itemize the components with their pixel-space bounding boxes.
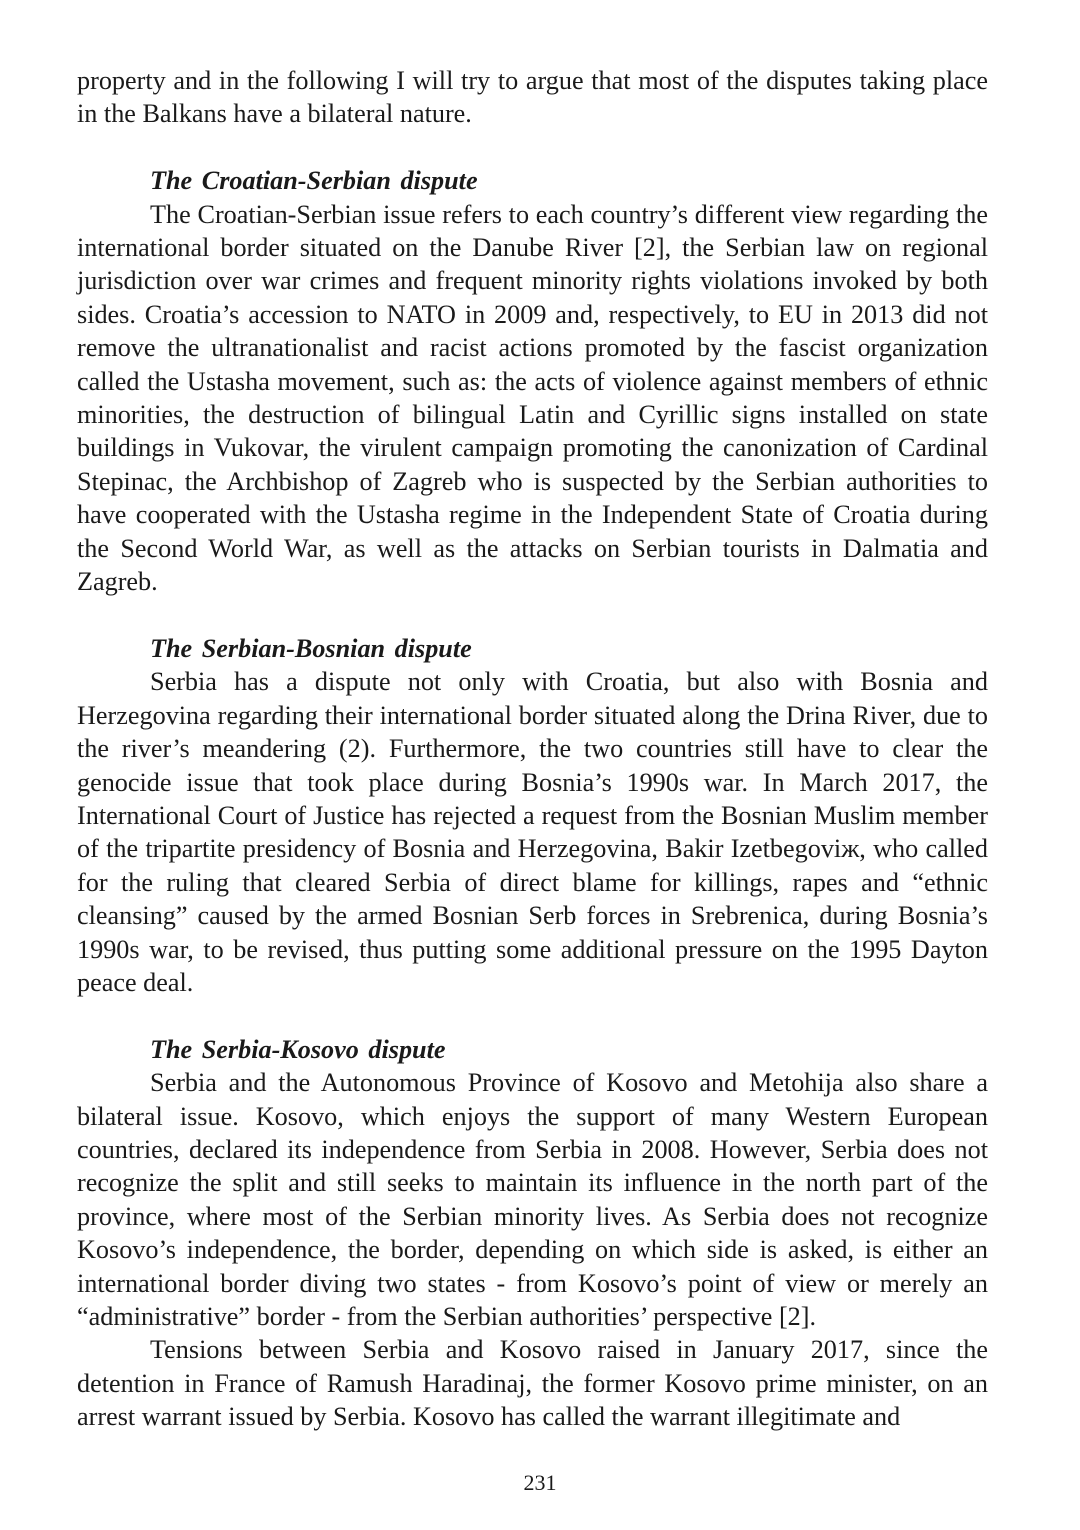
section-heading-serbia-kosovo: The Serbia-Kosovo dispute — [150, 1034, 446, 1064]
page-number: 231 — [523, 1470, 557, 1495]
intro-paragraph: property and in the following I will try to argue that most of the disputes taking place in the Balkans have a bilateral nature. — [77, 66, 988, 129]
paragraph-serbian-bosnian: Serbia has a dispute not only with Croatia, but also with Bosnia and Herzegovina regarding their international border situated along the Drina River, due to the river’s meandering (2). Furthermore, the two countries still have to clear the genocide issue that took place during Bosnia’s 1990s war. In March 2017, the International Court of Justice has rejected a request from the Bosnian Muslim member of the tripartite presidency of Bosnia and Herzegovina, Bakir Izetbegoviж, who called for the ruling that cleared Serbia of direct blame for killings, rapes and “ethnic cleansing” caused by the armed Bosnian Serb forces in Srebrenica, during Bosnia’s 1990s war, to be revised, thus putting some additional pressure on the 1995 Dayton peace deal. — [77, 667, 988, 997]
paragraph-serbia-kosovo-2: Tensions between Serbia and Kosovo raised in January 2017, since the detention in France of Ramush Haradinaj, the former Kosovo prime minister, on an arrest warrant issued by Serbia. Kosovo has called the warrant illegitimate and — [77, 1335, 988, 1432]
page-body — [77, 64, 988, 1434]
paragraph-serbia-kosovo-1: Serbia and the Autonomous Province of Kosovo and Metohija also share a bilateral issue. Kosovo, which enjoys the support of many Western European countries, declared its independence from Serbia in 2008. However, Serbia does not recognize the split and still seeks to maintain its influence in the north part of the province, where most of the Serbian minority lives. As Serbia does not recognize Kosovo’s independence, the border, depending on which side is asked, is either an international border diving two states - from Kosovo’s point of view or merely an “administrative” border - from the Serbian authorities’ perspective [2]. — [77, 1068, 988, 1331]
section-heading-croatian-serbian: The Croatian-Serbian dispute — [150, 166, 478, 196]
section-heading-serbian-bosnian: The Serbian-Bosnian dispute — [150, 633, 472, 663]
paragraph-croatian-serbian: The Croatian-Serbian issue refers to each country’s different view regarding the international border situated on the Danube River [2], the Serbian law on regional jurisdiction over war crimes and frequent minority rights violations invoked by both sides. Croatia’s accession to NATO in 2009 and, respectively, to EU in 2013 did not remove the ultranationalist and racist actions promoted by the fascist organization called the Ustasha movement, such as: the acts of violence against members of ethnic minorities, the destruction of bilingual Latin and Cyrillic signs installed on state buildings in Vukovar, the virulent campaign promoting the canonization of Cardinal Stepinac, the Archbishop of Zagreb who is suspected by the Serbian authorities to have cooperated with the Ustasha regime in the Independent State of Croatia during the Second World War, as well as the attacks on Serbian tourists in Dalmatia and Zagreb. — [77, 199, 988, 597]
